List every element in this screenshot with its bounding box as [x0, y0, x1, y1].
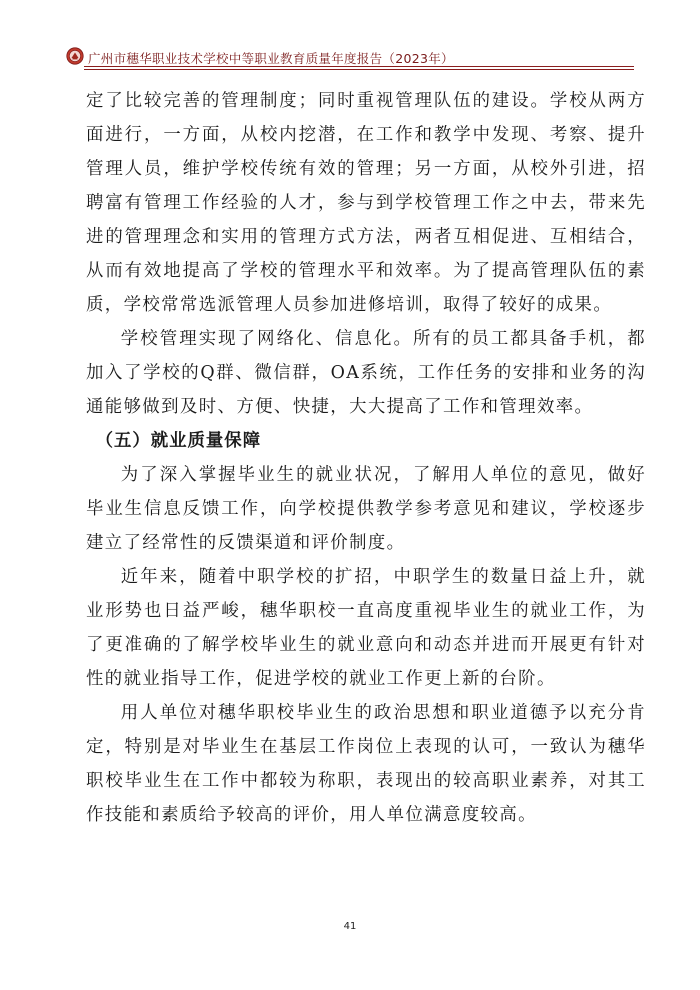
page-number: 41 [343, 921, 357, 932]
paragraph-employer-evaluation: 用人单位对穗华职校毕业生的政治思想和职业道德予以充分肯定，特别是对毕业生在基层工作岗位上表现的认可，一致认为穗华职校毕业生在工作中都较为称职，表现出的较高职业素养，对其工作技能和素质给予较高的评价，用人单位满意度较高。 [86, 703, 646, 825]
header-divider-thin [84, 69, 634, 70]
school-emblem-icon [66, 47, 84, 65]
section-heading-employment-quality: （五）就业质量保障 [95, 431, 262, 451]
page-body [86, 84, 646, 832]
paragraph-management-team: 定了比较完善的管理制度；同时重视管理队伍的建设。学校从两方面进行，一方面，从校内挖潜，在工作和教学中发现、考察、提升管理人员，维护学校传统有效的管理；另一方面，从校外引进，招聘富有管理工作经验的人才，参与到学校管理工作之中去，带来先进的管理理念和实用的管理方式方法，两者互相促进、互相结合，从而有效地提高了学校的管理水平和效率。为了提高管理队伍的素质，学校常常选派管理人员参加进修培训，取得了较好的成果。 [86, 91, 646, 315]
paragraph-employment-situation: 近年来，随着中职学校的扩招，中职学生的数量日益上升，就业形势也日益严峻，穗华职校一直高度重视毕业生的就业工作，为了更准确的了解学校毕业生的就业意向和动态并进而开展更有针对性的就业指导工作，促进学校的就业工作更上新的台阶。 [86, 567, 646, 689]
paragraph-informatization: 学校管理实现了网络化、信息化。所有的员工都具备手机，都加入了学校的Q群、微信群，OA系统，工作任务的安排和业务的沟通能够做到及时、方便、快捷，大大提高了工作和管理效率。 [86, 329, 646, 417]
header-title: 广州市穗华职业技术学校中等职业教育质量年度报告（2023年） [88, 51, 454, 66]
page-header [66, 44, 634, 70]
header-divider [84, 66, 634, 67]
paragraph-feedback-channels: 为了深入掌握毕业生的就业状况，了解用人单位的意见，做好毕业生信息反馈工作，向学校提供教学参考意见和建议，学校逐步建立了经常性的反馈渠道和评价制度。 [86, 465, 646, 553]
